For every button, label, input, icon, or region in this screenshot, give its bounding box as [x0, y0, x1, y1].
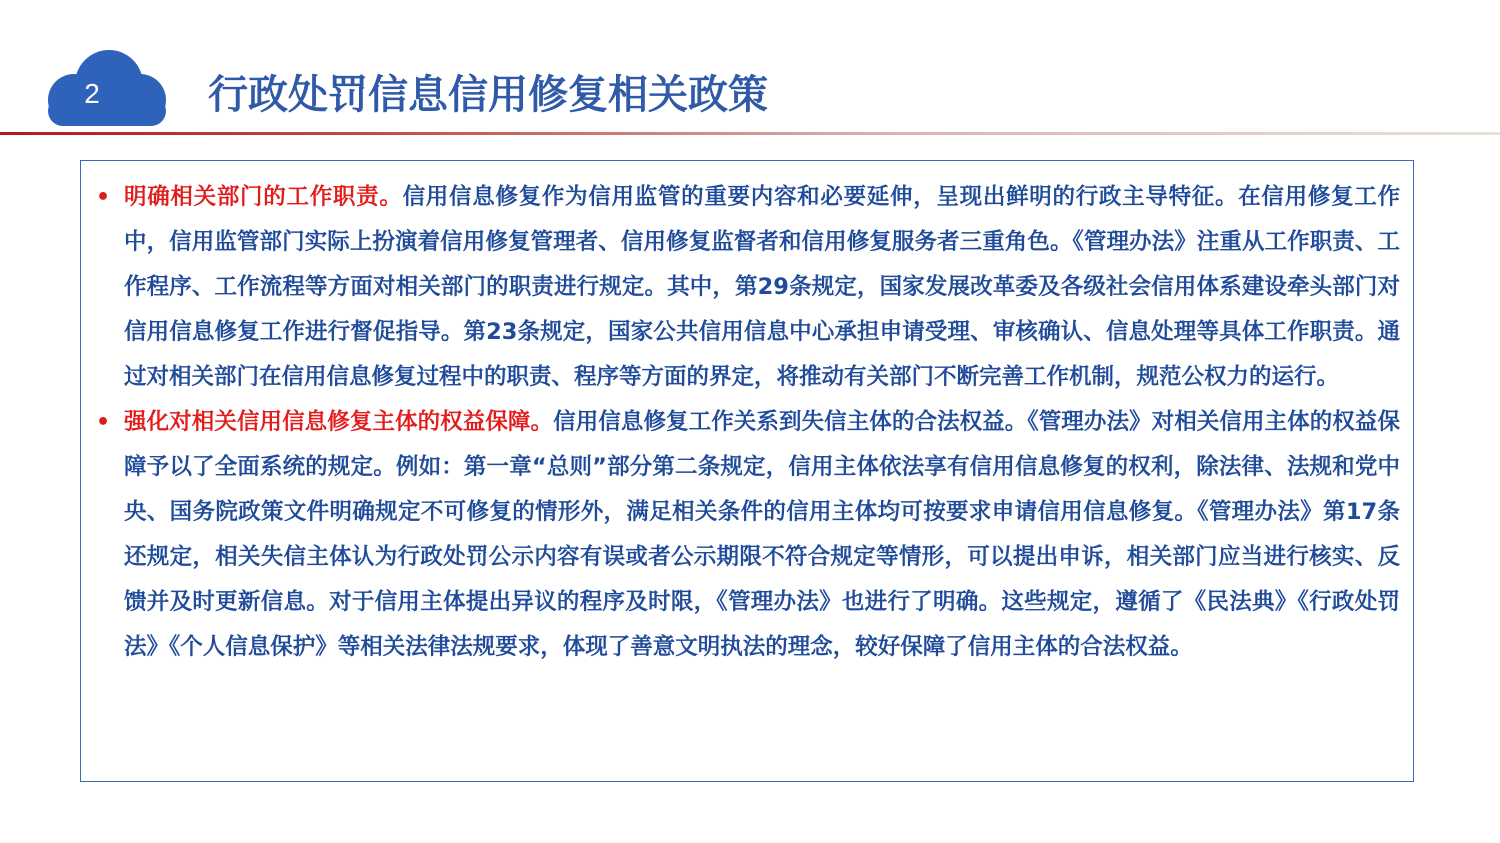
bullet-heading: 强化对相关信用信息修复主体的权益保障。: [124, 409, 554, 435]
list-item: [96, 175, 1400, 400]
bullet-heading: 明确相关部门的工作职责。: [124, 184, 403, 210]
page-title: 行政处罚信息信用修复相关政策: [208, 72, 768, 118]
bullet-text: 信用信息修复作为信用监管的重要内容和必要延伸，呈现出鲜明的行政主导特征。在信用修复工作中，信用监管部门实际上扮演着信用修复管理者、信用修复监督者和信用修复服务者三重角色。《管理办法》注重从工作职责、工作程序、工作流程等方面对相关部门的职责进行规定。其中，第29条规定，国家发展改革委及各级社会信用体系建设牵头部门对信用信息修复工作进行督促指导。第23条规定，国家公共信用信息中心承担申请受理、审核确认、信息处理等具体工作职责。通过对相关部门在信用信息修复过程中的职责、程序等方面的界定，将推动有关部门不断完善工作机制，规范公权力的运行。: [124, 184, 1400, 390]
bullet-icon: •: [96, 410, 111, 435]
title-divider: [0, 132, 1500, 135]
bullet-text: 信用信息修复工作关系到失信主体的合法权益。《管理办法》对相关信用主体的权益保障予以了全面系统的规定。例如：第一章“总则”部分第二条规定，信用主体依法享有信用信息修复的权利，除法律、法规和党中央、国务院政策文件明确规定不可修复的情形外，满足相关条件的信用主体均可按要求申请信用信息修复。《管理办法》第17条还规定，相关失信主体认为行政处罚公示内容有误或者公示期限不符合规定等情形，可以提出申诉，相关部门应当进行核实、反馈并及时更新信息。对于信用主体提出异议的程序及时限，《管理办法》也进行了明确。这些规定，遵循了《民法典》《行政处罚法》《个人信息保护》等相关法律法规要求，体现了善意文明执法的理念，较好保障了信用主体的合法权益。: [124, 409, 1400, 660]
bullet-icon: •: [96, 185, 111, 210]
list-item: [96, 400, 1400, 670]
section-number: 2: [84, 78, 100, 109]
bullet-list: [96, 175, 1414, 670]
